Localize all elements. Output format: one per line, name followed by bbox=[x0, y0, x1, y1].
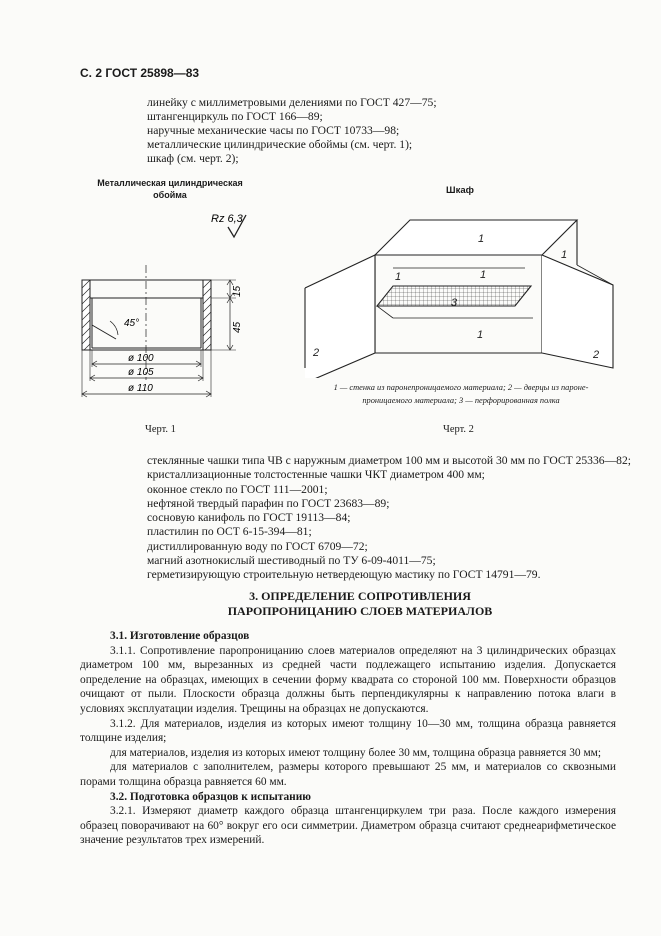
subsection-heading: 3.1. Изготовление образцов bbox=[110, 630, 250, 642]
left-door bbox=[305, 255, 375, 378]
callout-wall-bottom: 1 bbox=[477, 329, 484, 341]
paragraph: 3.2.1. Измеряют диаметр каждого образца штангенциркулем три раза. После каждого измерения образец поворачивают на 60° вокруг его оси симметрии. Диаметром образца считают среднеарифметическое значение результатов трех измерений. bbox=[80, 805, 616, 847]
ring-wall-left bbox=[82, 280, 90, 350]
list-item: штангенциркуль по ГОСТ 166—89; bbox=[147, 110, 323, 123]
paragraph: для материалов, изделия из которых имеют толщину более 30 мм, толщина образца равняется 30 мм; bbox=[110, 746, 602, 759]
roughness-label: Rz 6,3 bbox=[211, 213, 243, 225]
paragraph: 3.1.1. Сопротивление паропроницанию слоев материалов определяют на 3 цилиндрических образцах диаметром 100 мм, вырезанных из средней части подлежащего испытанию изделия. Допускается определение на образцах, имеющих в сечении форму квадрата со стороной 100 мм. Поверхности образцов очищают от пыли. Плоскости образца должны быть перпендикулярны к направлению потока влаги в условиях эксплуатации изделия. Трещины на образцах не допускаются. bbox=[80, 644, 616, 715]
equipment-list-bottom bbox=[147, 454, 631, 583]
callout-wall-top: 1 bbox=[478, 233, 485, 245]
list-item: нефтяной твердый парафин по ГОСТ 23683—89; bbox=[147, 496, 390, 510]
callout-shelf: 3 bbox=[451, 297, 458, 309]
figure2-legend: 1 — стенка из паронепроницаемого материала; 2 — дверцы из пароне- проницаемого материала; 3 — перфорированная полка bbox=[333, 383, 589, 405]
list-item: дистиллированную воду по ГОСТ 6709—72; bbox=[147, 539, 368, 553]
section-body bbox=[80, 629, 616, 848]
ring-wall-right bbox=[203, 280, 211, 350]
callout-wall-back: 1 bbox=[480, 269, 487, 281]
list-item: магний азотнокислый шестиводный по ТУ 6-09-4011—75; bbox=[147, 554, 436, 568]
figure1-label: Черт. 1 bbox=[145, 424, 176, 435]
figure2-label: Черт. 2 bbox=[443, 424, 474, 435]
section-title: 3. ОПРЕДЕЛЕНИЕ СОПРОТИВЛЕНИЯ ПАРОПРОНИЦАНИЮ СЛОЕВ МАТЕРИАЛОВ bbox=[227, 589, 493, 618]
figure2-drawing bbox=[295, 208, 625, 378]
paragraph: для материалов с заполнителем, размеры которого превышают 25 мм, и материалов со сквозными порами толщина образца равняется 60 мм. bbox=[80, 761, 616, 788]
equipment-list-top bbox=[147, 96, 437, 166]
dim-45-label: 45 bbox=[232, 321, 243, 333]
list-item: наручные механические часы по ГОСТ 10733—98; bbox=[147, 124, 400, 137]
list-item: сосновую канифоль по ГОСТ 19113—84; bbox=[147, 511, 351, 525]
paragraph: 3.1.2. Для материалов, изделия из которых имеют толщину 10—30 мм, толщина образца равняется толщине изделия; bbox=[80, 717, 616, 745]
dim-15-label: 15 bbox=[232, 285, 243, 297]
dim-110-label: ø 110 bbox=[128, 383, 153, 394]
figure2-caption: Шкаф bbox=[446, 185, 474, 196]
list-item: линейку с миллиметровыми делениями по ГОСТ 427—75; bbox=[147, 96, 437, 109]
subsection-heading: 3.2. Подготовка образцов к испытанию bbox=[110, 790, 312, 803]
callout-wall-side: 1 bbox=[561, 249, 568, 261]
list-item: пластилин по ОСТ 6-15-394—81; bbox=[147, 525, 312, 539]
list-item: стеклянные чашки типа ЧВ с наружным диаметром 100 мм и высотой 30 мм по ГОСТ 25336—82; bbox=[147, 454, 631, 467]
callout-door-left: 2 bbox=[313, 347, 320, 359]
dim-100-label: ø 100 bbox=[128, 353, 154, 364]
angle-label: 45° bbox=[124, 318, 140, 329]
list-item: металлические цилиндрические обоймы (см. черт. 1); bbox=[147, 138, 413, 151]
figure1-caption: Металлическая цилиндрическая обойма bbox=[97, 178, 243, 200]
callout-wall-left: 1 bbox=[395, 271, 402, 283]
callout-door-right: 2 bbox=[593, 349, 600, 361]
right-door bbox=[542, 255, 613, 368]
figure1-drawing bbox=[70, 205, 270, 415]
list-item: шкаф (см. черт. 2); bbox=[147, 152, 239, 165]
list-item: герметизирующую строительную нетвердеющую мастику по ГОСТ 14791—79. bbox=[147, 568, 541, 582]
page-header: С. 2 ГОСТ 25898—83 bbox=[80, 66, 200, 80]
list-item: оконное стекло по ГОСТ 111—2001; bbox=[147, 482, 328, 496]
list-item: кристаллизационные толстостенные чашки ЧКТ диаметром 400 мм; bbox=[147, 468, 485, 482]
dim-105-label: ø 105 bbox=[128, 367, 154, 378]
